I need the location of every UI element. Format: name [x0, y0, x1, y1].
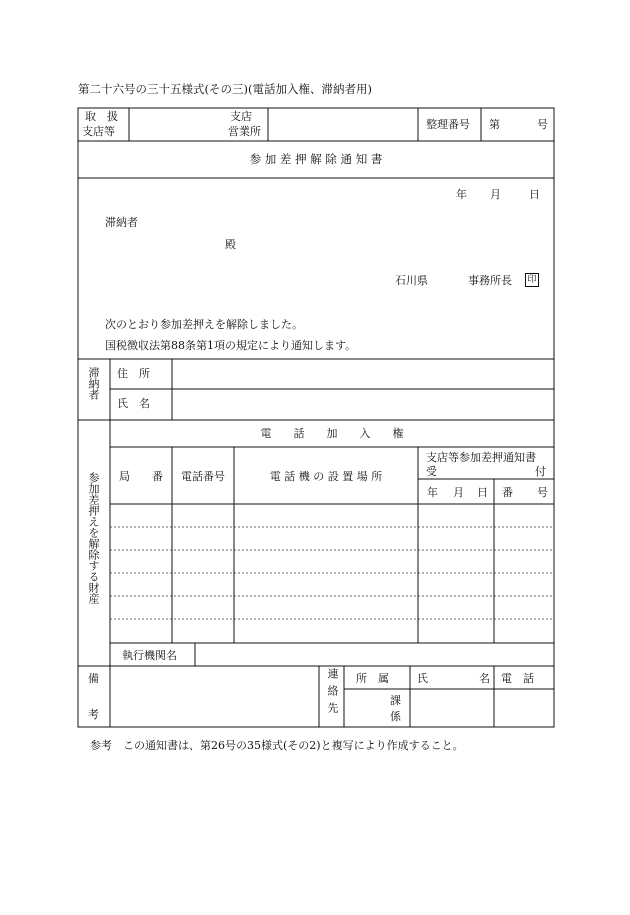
toriatsukai-label: 取 扱: [85, 110, 118, 123]
col-setchi-basho: 電 話 機 の 設 置 場 所: [269, 470, 383, 483]
col-notice-uke: 受: [426, 465, 437, 478]
body-line-1: 次のとおり参加差押えを解除しました。: [105, 318, 303, 331]
document-title: 参 加 差 押 解 除 通 知 書: [249, 152, 383, 166]
remarks-bi: 備: [88, 672, 99, 685]
shitento-label: 支店等: [82, 125, 115, 138]
sub-tsuki: 月: [453, 486, 464, 499]
go-label: 号: [537, 118, 548, 131]
remarks-ko: 考: [88, 708, 99, 721]
seal-mark: 印: [525, 273, 539, 287]
dai-label: 第: [489, 118, 500, 131]
date-month: 月: [490, 188, 501, 201]
issuer-role: 事務所長: [468, 274, 512, 287]
footnote: 参考 この通知書は、第26号の35様式(その2)と複写により作成すること。: [90, 739, 464, 752]
col-kyoku: 局 番: [119, 470, 163, 483]
form-header: 第二十六号の三十五様式(その三)(電話加入権、滞納者用): [78, 82, 372, 96]
address-label: 住 所: [117, 367, 150, 380]
property-side-label: 参加差押えを解除する財産: [87, 472, 100, 604]
date-day: 日: [529, 188, 540, 201]
recipient-dono: 殿: [225, 238, 236, 251]
shozoku-label: 所 属: [356, 672, 389, 685]
delinquent-side-label: 滞納者: [87, 367, 100, 400]
sub-go: 号: [537, 486, 548, 499]
sub-nen: 年: [427, 486, 438, 499]
body-line-2: 国税徴収法第88条第1項の規定により通知します。: [105, 339, 357, 352]
shikko-kikan-label: 執行機関名: [122, 649, 177, 662]
property-section-title: 電 話 加 入 権: [260, 427, 404, 440]
shimei-right: 名: [479, 672, 490, 685]
contact-label: 連絡先: [326, 668, 339, 719]
seiri-bango-label: 整理番号: [426, 118, 470, 131]
sub-bango: 番: [502, 486, 513, 499]
col-notice-tsuke: 付: [535, 465, 546, 478]
eigyosho-label: 営業所: [228, 125, 261, 138]
kakari-label: 係: [390, 710, 401, 723]
name-label: 氏 名: [117, 397, 150, 410]
shimei-left: 氏: [417, 672, 428, 685]
date-year: 年: [456, 188, 467, 201]
issuer-prefecture: 石川県: [395, 274, 428, 287]
ka-label: 課: [390, 694, 401, 707]
col-notice-line1: 支店等参加差押通知書: [426, 451, 536, 464]
denwa-label: 電 話: [501, 672, 534, 685]
recipient-label: 滞納者: [105, 216, 138, 229]
sub-hi: 日: [477, 486, 488, 499]
shiten-label: 支店: [230, 110, 252, 123]
col-denwa-bango: 電話番号: [181, 470, 225, 483]
